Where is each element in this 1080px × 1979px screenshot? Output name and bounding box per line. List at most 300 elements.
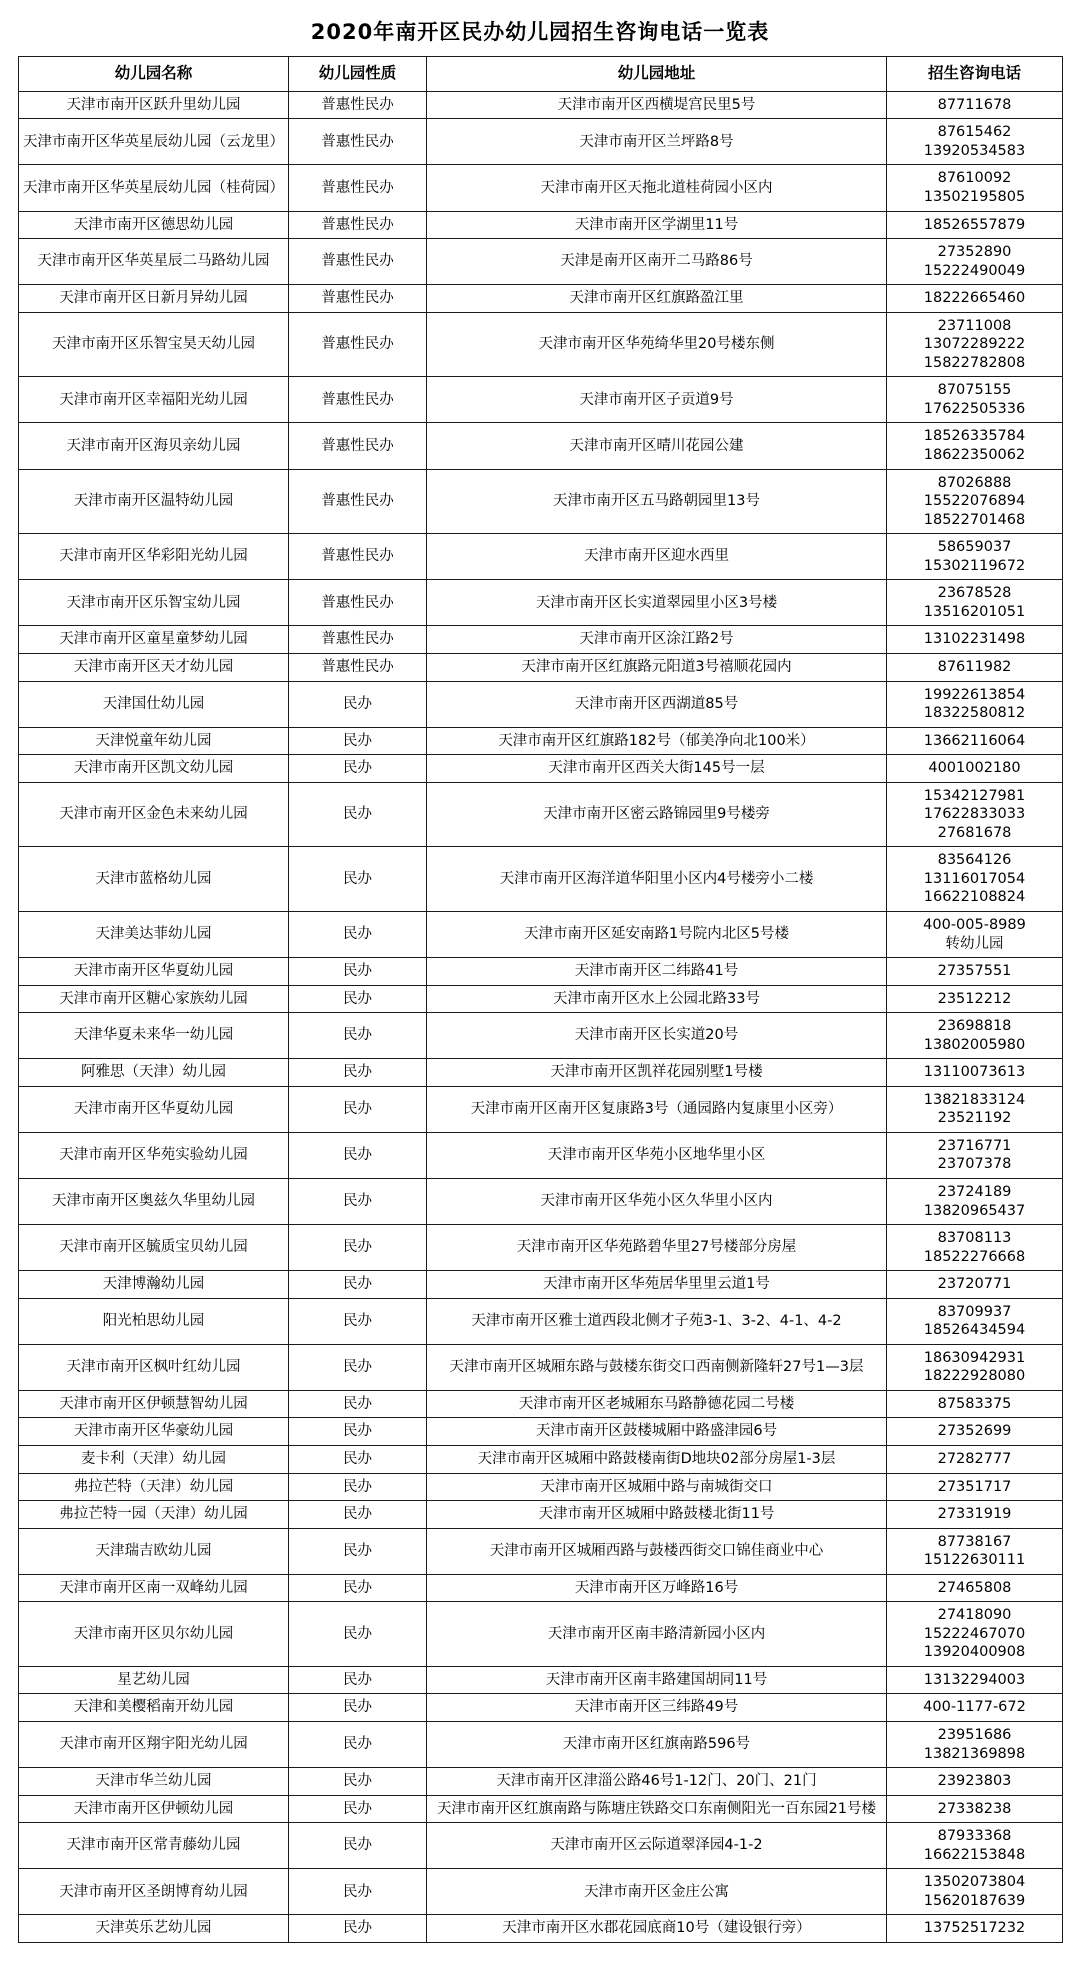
cell-kindergarten-address: 天津市南开区城厢中路与南城街交口 [427, 1473, 887, 1501]
cell-kindergarten-name: 天津市南开区童星童梦幼儿园 [19, 626, 289, 654]
cell-kindergarten-type: 民办 [289, 847, 427, 912]
cell-kindergarten-phone [887, 423, 1063, 469]
cell-kindergarten-type: 民办 [289, 1915, 427, 1943]
cell-kindergarten-name: 天津市南开区华夏幼儿园 [19, 1086, 289, 1132]
cell-kindergarten-address: 天津市南开区晴川花园公建 [427, 423, 887, 469]
cell-kindergarten-name: 阿雅思（天津）幼儿园 [19, 1059, 289, 1087]
phone-number: 13802005980 [923, 1036, 1026, 1053]
phone-number: 15302119672 [923, 557, 1026, 574]
table-row [19, 1298, 1063, 1344]
phone-number: 27338238 [937, 1800, 1012, 1817]
table-row [19, 727, 1063, 755]
phone-number: 15620187639 [923, 1892, 1026, 1909]
cell-kindergarten-type: 普惠性民办 [289, 469, 427, 534]
cell-kindergarten-name: 天津市南开区德思幼儿园 [19, 211, 289, 239]
cell-kindergarten-name: 天津市南开区天才幼儿园 [19, 653, 289, 681]
table-row [19, 985, 1063, 1013]
phone-number: 4001002180 [928, 760, 1021, 777]
phone-number: 27351717 [937, 1478, 1012, 1495]
cell-kindergarten-name: 天津市南开区翔宇阳光幼儿园 [19, 1722, 289, 1768]
cell-kindergarten-type: 民办 [289, 1694, 427, 1722]
cell-kindergarten-name: 天津市南开区凯文幼儿园 [19, 755, 289, 783]
phone-number: 87610092 [937, 170, 1012, 187]
cell-kindergarten-phone [887, 1869, 1063, 1915]
phone-number: 18622350062 [923, 447, 1026, 464]
phone-number: 58659037 [937, 539, 1012, 556]
table-row [19, 1446, 1063, 1474]
phone-number: 15122630111 [923, 1552, 1026, 1569]
phone-number: 23720771 [937, 1276, 1012, 1293]
phone-number: 转幼儿园 [945, 935, 1004, 952]
table-row [19, 653, 1063, 681]
cell-kindergarten-name: 天津和美樱稻南开幼儿园 [19, 1694, 289, 1722]
cell-kindergarten-address: 天津市南开区华苑小区地华里小区 [427, 1132, 887, 1178]
phone-number: 13820965437 [923, 1202, 1026, 1219]
phone-number: 16622153848 [923, 1846, 1026, 1863]
cell-kindergarten-address: 天津市南开区学湖里11号 [427, 211, 887, 239]
cell-kindergarten-name: 天津博瀚幼儿园 [19, 1271, 289, 1299]
cell-kindergarten-address: 天津市南开区南丰路建国胡同11号 [427, 1666, 887, 1694]
phone-number: 15342127981 [923, 787, 1026, 804]
table-row [19, 1013, 1063, 1059]
table-row [19, 1271, 1063, 1299]
page-title: 2020年南开区民办幼儿园招生咨询电话一览表 [310, 20, 770, 44]
cell-kindergarten-type: 民办 [289, 1225, 427, 1271]
cell-kindergarten-address: 天津市南开区城厢西路与鼓楼西街交口锦佳商业中心 [427, 1528, 887, 1574]
column-header-name: 幼儿园名称 [19, 57, 289, 92]
cell-kindergarten-type: 民办 [289, 727, 427, 755]
cell-kindergarten-phone [887, 1298, 1063, 1344]
phone-number: 27465808 [937, 1579, 1012, 1596]
cell-kindergarten-phone [887, 1178, 1063, 1224]
column-header-phone: 招生咨询电话 [887, 57, 1063, 92]
table-row [19, 782, 1063, 847]
cell-kindergarten-address: 天津市南开区三纬路49号 [427, 1694, 887, 1722]
table-row [19, 1795, 1063, 1823]
cell-kindergarten-phone [887, 1574, 1063, 1602]
phone-number: 23951686 [937, 1727, 1012, 1744]
cell-kindergarten-address: 天津市南开区红旗路元阳道3号禧顺花园内 [427, 653, 887, 681]
cell-kindergarten-name: 天津市南开区奥兹久华里幼儿园 [19, 1178, 289, 1224]
phone-number: 23716771 [937, 1137, 1012, 1154]
phone-number: 13132294003 [923, 1671, 1026, 1688]
cell-kindergarten-address: 天津市南开区天拖北道桂荷园小区内 [427, 165, 887, 211]
cell-kindergarten-phone [887, 1132, 1063, 1178]
table-row [19, 91, 1063, 119]
cell-kindergarten-type: 民办 [289, 911, 427, 957]
cell-kindergarten-address: 天津市南开区红旗南路596号 [427, 1722, 887, 1768]
table-row [19, 534, 1063, 580]
phone-number: 87711678 [937, 96, 1012, 113]
phone-number: 13102231498 [923, 631, 1026, 648]
cell-kindergarten-address: 天津市南开区子贡道9号 [427, 377, 887, 423]
cell-kindergarten-type: 民办 [289, 1013, 427, 1059]
cell-kindergarten-name: 天津市南开区幸福阳光幼儿园 [19, 377, 289, 423]
table-row [19, 958, 1063, 986]
cell-kindergarten-phone [887, 377, 1063, 423]
table-row [19, 1602, 1063, 1667]
cell-kindergarten-phone [887, 1225, 1063, 1271]
phone-number: 13821833124 [923, 1091, 1026, 1108]
cell-kindergarten-phone [887, 534, 1063, 580]
cell-kindergarten-type: 民办 [289, 1271, 427, 1299]
table-row [19, 1059, 1063, 1087]
cell-kindergarten-type: 民办 [289, 755, 427, 783]
table-row [19, 1418, 1063, 1446]
cell-kindergarten-name: 天津市南开区华夏幼儿园 [19, 958, 289, 986]
cell-kindergarten-name: 天津市南开区伊顿慧智幼儿园 [19, 1390, 289, 1418]
phone-number: 15522076894 [923, 493, 1026, 510]
cell-kindergarten-type: 民办 [289, 958, 427, 986]
phone-number: 23678528 [937, 585, 1012, 602]
cell-kindergarten-phone [887, 1694, 1063, 1722]
cell-kindergarten-name: 天津美达菲幼儿园 [19, 911, 289, 957]
cell-kindergarten-address: 天津是南开区南开二马路86号 [427, 239, 887, 285]
cell-kindergarten-address: 天津市南开区水郡花园底商10号（建设银行旁） [427, 1915, 887, 1943]
cell-kindergarten-phone [887, 1501, 1063, 1529]
cell-kindergarten-type: 普惠性民办 [289, 377, 427, 423]
phone-number: 18526434594 [923, 1322, 1026, 1339]
cell-kindergarten-address: 天津市南开区延安南路1号院内北区5号楼 [427, 911, 887, 957]
cell-kindergarten-phone [887, 1528, 1063, 1574]
table-row [19, 1694, 1063, 1722]
cell-kindergarten-address: 天津市南开区凯祥花园别墅1号楼 [427, 1059, 887, 1087]
table-body [19, 91, 1063, 1942]
cell-kindergarten-name: 星艺幼儿园 [19, 1666, 289, 1694]
cell-kindergarten-phone [887, 91, 1063, 119]
cell-kindergarten-phone [887, 985, 1063, 1013]
cell-kindergarten-type: 民办 [289, 1178, 427, 1224]
cell-kindergarten-phone [887, 239, 1063, 285]
cell-kindergarten-address: 天津市南开区南丰路清新园小区内 [427, 1602, 887, 1667]
cell-kindergarten-address: 天津市南开区华苑绮华里20号楼东侧 [427, 312, 887, 377]
phone-number: 27331919 [937, 1506, 1012, 1523]
cell-kindergarten-type: 普惠性民办 [289, 423, 427, 469]
table-row [19, 1473, 1063, 1501]
cell-kindergarten-phone [887, 1059, 1063, 1087]
cell-kindergarten-name: 天津市南开区华英星辰二马路幼儿园 [19, 239, 289, 285]
cell-kindergarten-name: 麦卡利（天津）幼儿园 [19, 1446, 289, 1474]
cell-kindergarten-type: 民办 [289, 1869, 427, 1915]
cell-kindergarten-name: 阳光柏思幼儿园 [19, 1298, 289, 1344]
table-header-row [19, 57, 1063, 92]
cell-kindergarten-name: 天津市南开区乐智宝昊天幼儿园 [19, 312, 289, 377]
phone-number: 13752517232 [923, 1920, 1026, 1937]
table-row [19, 377, 1063, 423]
cell-kindergarten-phone [887, 1271, 1063, 1299]
phone-number: 400-1177-672 [923, 1699, 1026, 1716]
cell-kindergarten-phone [887, 958, 1063, 986]
cell-kindergarten-type: 民办 [289, 1390, 427, 1418]
cell-kindergarten-address: 天津市南开区迎水西里 [427, 534, 887, 580]
cell-kindergarten-name: 天津市南开区贝尔幼儿园 [19, 1602, 289, 1667]
phone-number: 13920534583 [923, 142, 1026, 159]
cell-kindergarten-type: 民办 [289, 1795, 427, 1823]
table-row [19, 1915, 1063, 1943]
cell-kindergarten-phone [887, 1418, 1063, 1446]
cell-kindergarten-phone [887, 727, 1063, 755]
cell-kindergarten-type: 民办 [289, 1086, 427, 1132]
cell-kindergarten-name: 天津市南开区乐智宝幼儿园 [19, 580, 289, 626]
cell-kindergarten-type: 民办 [289, 1768, 427, 1796]
phone-number: 27352890 [937, 244, 1012, 261]
cell-kindergarten-name: 天津悦童年幼儿园 [19, 727, 289, 755]
cell-kindergarten-address: 天津市南开区西湖道85号 [427, 681, 887, 727]
cell-kindergarten-name: 天津市蓝格幼儿园 [19, 847, 289, 912]
table-row [19, 626, 1063, 654]
cell-kindergarten-phone [887, 1602, 1063, 1667]
phone-number: 87583375 [937, 1395, 1012, 1412]
cell-kindergarten-address: 天津市南开区西横堤宫民里5号 [427, 91, 887, 119]
phone-number: 13662116064 [923, 732, 1026, 749]
cell-kindergarten-phone [887, 1344, 1063, 1390]
cell-kindergarten-address: 天津市南开区云际道翠泽园4-1-2 [427, 1823, 887, 1869]
column-header-address: 幼儿园地址 [427, 57, 887, 92]
table-row [19, 1722, 1063, 1768]
cell-kindergarten-name: 天津华夏未来华一幼儿园 [19, 1013, 289, 1059]
cell-kindergarten-name: 天津市南开区华苑实验幼儿园 [19, 1132, 289, 1178]
cell-kindergarten-type: 民办 [289, 1473, 427, 1501]
phone-number: 27681678 [937, 824, 1012, 841]
cell-kindergarten-phone [887, 1390, 1063, 1418]
phone-number: 18322580812 [923, 705, 1026, 722]
phone-number: 23707378 [937, 1156, 1012, 1173]
phone-number: 13502073804 [923, 1874, 1026, 1891]
table-row [19, 423, 1063, 469]
table-row [19, 1823, 1063, 1869]
phone-number: 16622108824 [923, 889, 1026, 906]
cell-kindergarten-type: 民办 [289, 681, 427, 727]
cell-kindergarten-type: 民办 [289, 1132, 427, 1178]
table-row [19, 911, 1063, 957]
phone-number: 27352699 [937, 1423, 1012, 1440]
cell-kindergarten-type: 民办 [289, 1298, 427, 1344]
cell-kindergarten-address: 天津市南开区红旗路盈江里 [427, 285, 887, 313]
cell-kindergarten-name: 天津市南开区伊顿幼儿园 [19, 1795, 289, 1823]
cell-kindergarten-phone [887, 580, 1063, 626]
phone-number: 19922613854 [923, 686, 1026, 703]
cell-kindergarten-address: 天津市南开区雅士道西段北侧才子苑3-1、3-2、4-1、4-2 [427, 1298, 887, 1344]
table-row [19, 681, 1063, 727]
cell-kindergarten-type: 普惠性民办 [289, 626, 427, 654]
cell-kindergarten-address: 天津市南开区密云路锦园里9号楼旁 [427, 782, 887, 847]
phone-number: 83708113 [937, 1230, 1012, 1247]
table-header [19, 57, 1063, 92]
cell-kindergarten-type: 民办 [289, 1446, 427, 1474]
table-row [19, 119, 1063, 165]
cell-kindergarten-type: 民办 [289, 782, 427, 847]
phone-number: 18526557879 [923, 216, 1026, 233]
cell-kindergarten-address: 天津市南开区西关大街145号一层 [427, 755, 887, 783]
phone-number: 18222665460 [923, 290, 1026, 307]
phone-number: 15822782808 [923, 354, 1026, 371]
cell-kindergarten-address: 天津市南开区城厢中路鼓楼北街11号 [427, 1501, 887, 1529]
cell-kindergarten-name: 天津市南开区毓质宝贝幼儿园 [19, 1225, 289, 1271]
cell-kindergarten-name: 天津市南开区华英星辰幼儿园（桂荷园） [19, 165, 289, 211]
cell-kindergarten-phone [887, 211, 1063, 239]
table-row [19, 1344, 1063, 1390]
phone-number: 13502195805 [923, 189, 1026, 206]
cell-kindergarten-phone [887, 755, 1063, 783]
cell-kindergarten-phone [887, 911, 1063, 957]
cell-kindergarten-type: 普惠性民办 [289, 653, 427, 681]
cell-kindergarten-name: 天津英乐艺幼儿园 [19, 1915, 289, 1943]
cell-kindergarten-phone [887, 847, 1063, 912]
cell-kindergarten-address: 天津市南开区津淄公路46号1-12门、20门、21门 [427, 1768, 887, 1796]
cell-kindergarten-type: 民办 [289, 1666, 427, 1694]
table-row [19, 1574, 1063, 1602]
cell-kindergarten-address: 天津市南开区水上公园北路33号 [427, 985, 887, 1013]
cell-kindergarten-type: 民办 [289, 1501, 427, 1529]
phone-number: 87075155 [937, 382, 1012, 399]
cell-kindergarten-phone [887, 1768, 1063, 1796]
cell-kindergarten-name: 天津市南开区糖心家族幼儿园 [19, 985, 289, 1013]
cell-kindergarten-phone [887, 1086, 1063, 1132]
cell-kindergarten-name: 天津市南开区华彩阳光幼儿园 [19, 534, 289, 580]
cell-kindergarten-address: 天津市南开区红旗南路与陈塘庄铁路交口东南侧阳光一百东园21号楼 [427, 1795, 887, 1823]
cell-kindergarten-phone [887, 285, 1063, 313]
table-row [19, 1390, 1063, 1418]
cell-kindergarten-phone [887, 1823, 1063, 1869]
table-row [19, 755, 1063, 783]
cell-kindergarten-phone [887, 681, 1063, 727]
cell-kindergarten-name: 天津市南开区海贝亲幼儿园 [19, 423, 289, 469]
cell-kindergarten-name: 天津市南开区日新月异幼儿园 [19, 285, 289, 313]
phone-number: 87611982 [937, 658, 1012, 675]
phone-number: 87026888 [937, 474, 1012, 491]
table-row [19, 312, 1063, 377]
phone-number: 13116017054 [923, 870, 1026, 887]
cell-kindergarten-address: 天津市南开区兰坪路8号 [427, 119, 887, 165]
cell-kindergarten-type: 民办 [289, 1344, 427, 1390]
table-row [19, 1178, 1063, 1224]
cell-kindergarten-address: 天津市南开区长实道翠园里小区3号楼 [427, 580, 887, 626]
table-row [19, 1501, 1063, 1529]
cell-kindergarten-name: 天津市南开区华英星辰幼儿园（云龙里） [19, 119, 289, 165]
table-row [19, 1132, 1063, 1178]
cell-kindergarten-address: 天津市南开区老城厢东马路静德花园二号楼 [427, 1390, 887, 1418]
phone-number: 400-005-8989 [923, 916, 1026, 933]
table-row [19, 165, 1063, 211]
phone-number: 87615462 [937, 124, 1012, 141]
cell-kindergarten-name: 天津市南开区金色未来幼儿园 [19, 782, 289, 847]
phone-number: 15222467070 [923, 1625, 1026, 1642]
cell-kindergarten-name: 天津市南开区圣朗博育幼儿园 [19, 1869, 289, 1915]
cell-kindergarten-type: 民办 [289, 1602, 427, 1667]
cell-kindergarten-name: 天津市南开区华豪幼儿园 [19, 1418, 289, 1446]
cell-kindergarten-name: 弗拉芒特一园（天津）幼儿园 [19, 1501, 289, 1529]
column-header-type: 幼儿园性质 [289, 57, 427, 92]
phone-number: 18526335784 [923, 428, 1026, 445]
cell-kindergarten-type: 普惠性民办 [289, 580, 427, 626]
cell-kindergarten-type: 民办 [289, 1574, 427, 1602]
phone-number: 23923803 [937, 1773, 1012, 1790]
phone-number: 87933368 [937, 1828, 1012, 1845]
cell-kindergarten-phone [887, 469, 1063, 534]
phone-number: 23711008 [937, 317, 1012, 334]
table-row [19, 1768, 1063, 1796]
phone-number: 18630942931 [923, 1349, 1026, 1366]
cell-kindergarten-name: 天津市华兰幼儿园 [19, 1768, 289, 1796]
cell-kindergarten-address: 天津市南开区华苑路碧华里27号楼部分房屋 [427, 1225, 887, 1271]
cell-kindergarten-type: 民办 [289, 1528, 427, 1574]
cell-kindergarten-phone [887, 1473, 1063, 1501]
phone-number: 87738167 [937, 1533, 1012, 1550]
cell-kindergarten-address: 天津市南开区海洋道华阳里小区内4号楼旁小二楼 [427, 847, 887, 912]
cell-kindergarten-address: 天津市南开区城厢中路鼓楼南街D地块02部分房屋1-3层 [427, 1446, 887, 1474]
cell-kindergarten-address: 天津市南开区华苑小区久华里小区内 [427, 1178, 887, 1224]
cell-kindergarten-name: 天津国仕幼儿园 [19, 681, 289, 727]
cell-kindergarten-phone [887, 626, 1063, 654]
cell-kindergarten-phone [887, 119, 1063, 165]
phone-number: 83709937 [937, 1303, 1012, 1320]
table-row [19, 1869, 1063, 1915]
phone-number: 13110073613 [923, 1064, 1026, 1081]
table-row [19, 469, 1063, 534]
cell-kindergarten-address: 天津市南开区长实道20号 [427, 1013, 887, 1059]
table-row [19, 1225, 1063, 1271]
phone-number: 23512212 [937, 990, 1012, 1007]
kindergarten-table [18, 56, 1063, 1943]
cell-kindergarten-address: 天津市南开区华苑居华里里云道1号 [427, 1271, 887, 1299]
cell-kindergarten-address: 天津市南开区二纬路41号 [427, 958, 887, 986]
table-row [19, 1528, 1063, 1574]
phone-number: 15222490049 [923, 262, 1026, 279]
phone-number: 27418090 [937, 1607, 1012, 1624]
phone-number: 13920400908 [923, 1644, 1026, 1661]
table-row [19, 285, 1063, 313]
table-row [19, 847, 1063, 912]
phone-number: 27282777 [937, 1451, 1012, 1467]
cell-kindergarten-type: 普惠性民办 [289, 211, 427, 239]
cell-kindergarten-address: 天津市南开区五马路朝园里13号 [427, 469, 887, 534]
cell-kindergarten-phone [887, 165, 1063, 211]
cell-kindergarten-name: 天津市南开区跃升里幼儿园 [19, 91, 289, 119]
cell-kindergarten-type: 普惠性民办 [289, 285, 427, 313]
table-row [19, 580, 1063, 626]
cell-kindergarten-name: 天津市南开区常青藤幼儿园 [19, 1823, 289, 1869]
phone-number: 27357551 [937, 963, 1012, 980]
cell-kindergarten-address: 天津市南开区红旗路182号（郁美净向北100米） [427, 727, 887, 755]
cell-kindergarten-phone [887, 312, 1063, 377]
cell-kindergarten-phone [887, 782, 1063, 847]
cell-kindergarten-type: 普惠性民办 [289, 312, 427, 377]
cell-kindergarten-type: 普惠性民办 [289, 91, 427, 119]
cell-kindergarten-type: 民办 [289, 1418, 427, 1446]
cell-kindergarten-phone [887, 1666, 1063, 1694]
phone-number: 17622833033 [923, 806, 1026, 823]
cell-kindergarten-type: 普惠性民办 [289, 119, 427, 165]
cell-kindergarten-name: 天津市南开区温特幼儿园 [19, 469, 289, 534]
cell-kindergarten-address: 天津市南开区南开区复康路3号（通园路内复康里小区旁） [427, 1086, 887, 1132]
cell-kindergarten-type: 民办 [289, 1722, 427, 1768]
cell-kindergarten-name: 天津市南开区南一双峰幼儿园 [19, 1574, 289, 1602]
cell-kindergarten-phone [887, 653, 1063, 681]
phone-number: 18522276668 [923, 1248, 1026, 1265]
phone-number: 13821369898 [923, 1745, 1026, 1762]
phone-number: 13072289222 [923, 336, 1026, 353]
phone-number: 23698818 [937, 1018, 1012, 1035]
cell-kindergarten-type: 民办 [289, 1059, 427, 1087]
cell-kindergarten-name: 天津瑞吉欧幼儿园 [19, 1528, 289, 1574]
phone-number: 83564126 [937, 852, 1012, 869]
cell-kindergarten-type: 民办 [289, 985, 427, 1013]
phone-number: 23724189 [937, 1183, 1012, 1200]
table-row [19, 211, 1063, 239]
cell-kindergarten-type: 普惠性民办 [289, 534, 427, 580]
cell-kindergarten-phone [887, 1915, 1063, 1943]
table-row [19, 1086, 1063, 1132]
